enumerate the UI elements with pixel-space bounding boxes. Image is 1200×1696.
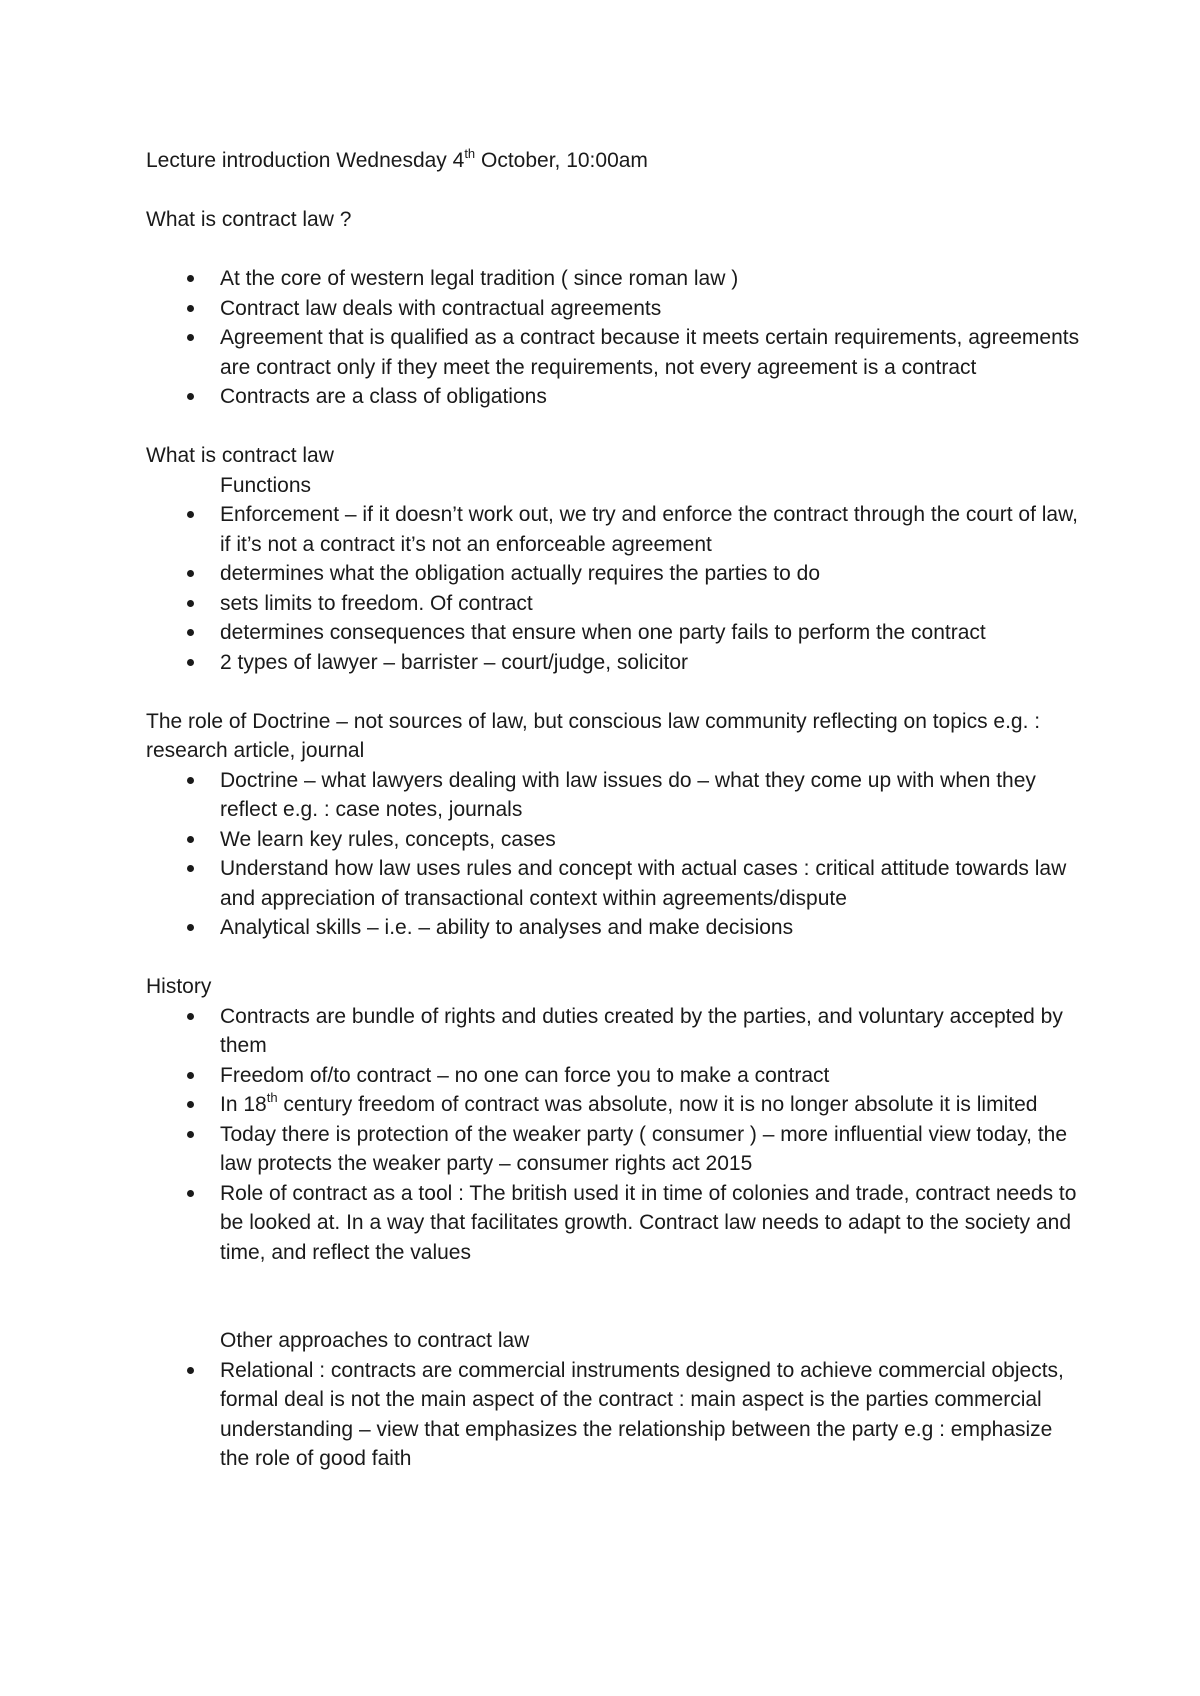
lecture-title [146, 146, 1086, 176]
bullet-list [146, 1356, 1086, 1474]
section-heading: History [146, 975, 212, 998]
list-item: Today there is protection of the weaker party ( consumer ) – more influential view today, the law protects the weaker party – consumer rights act 2015 [146, 1120, 1086, 1179]
list-item: Enforcement – if it doesn’t work out, we try and enforce the contract through the court of law, if it’s not a contract it’s not an enforceable agreement [146, 500, 1086, 559]
section-heading: The role of Doctrine – not sources of law, but conscious law community reflecting on topics e.g. : research article, journal [146, 709, 1041, 762]
list-item: 2 types of lawyer – barrister – court/judge, solicitor [146, 648, 1086, 678]
list-item: determines consequences that ensure when one party fails to perform the contract [146, 618, 1086, 648]
list-item: Contract law deals with contractual agreements [146, 294, 1086, 324]
spacer [146, 1267, 1086, 1326]
title-superscript: th [464, 146, 476, 161]
document-body [146, 146, 1086, 1474]
section-subheading: Other approaches to contract law [220, 1329, 530, 1352]
list-item: Relational : contracts are commercial instruments designed to achieve commercial objects, formal deal is not the main aspect of the contract : main aspect is the parties commercial understanding – view that emphasizes the relationship between the party e.g : emphasize the role of good faith [146, 1356, 1086, 1474]
list-item [146, 1090, 1086, 1120]
list-item: We learn key rules, concepts, cases [146, 825, 1086, 855]
title-text: Lecture introduction Wednesday 4 [146, 149, 465, 172]
list-item: Contracts are a class of obligations [146, 382, 1086, 412]
bullet-list [146, 264, 1086, 412]
spacer [146, 943, 1086, 973]
section-subheading: Functions [220, 473, 312, 497]
list-item: Freedom of/to contract – no one can force you to make a contract [146, 1061, 1086, 1091]
list-item-text: In 18 [220, 1093, 267, 1116]
list-item-superscript: th [266, 1090, 278, 1105]
list-item: Understand how law uses rules and concept with actual cases : critical attitude towards law and appreciation of transactional context within agreements/dispute [146, 854, 1086, 913]
bullet-list [146, 1002, 1086, 1268]
list-item: determines what the obligation actually requires the parties to do [146, 559, 1086, 589]
spacer [146, 176, 1086, 206]
list-item: At the core of western legal tradition ( since roman law ) [146, 264, 1086, 294]
list-item: Agreement that is qualified as a contract because it meets certain requirements, agreements are contract only if they meet the requirements, not every agreement is a contract [146, 323, 1086, 382]
spacer [146, 677, 1086, 707]
bullet-list [146, 500, 1086, 677]
list-item: Analytical skills – i.e. – ability to analyses and make decisions [146, 913, 1086, 943]
list-item: sets limits to freedom. Of contract [146, 589, 1086, 619]
list-item-text-end: century freedom of contract was absolute, now it is no longer absolute it is limited [277, 1093, 1038, 1116]
spacer [146, 235, 1086, 265]
section-heading: What is contract law ? [146, 208, 352, 231]
spacer [146, 412, 1086, 442]
title-text-end: October, 10:00am [475, 149, 648, 172]
list-item: Doctrine – what lawyers dealing with law issues do – what they come up with when they reflect e.g. : case notes, journals [146, 766, 1086, 825]
list-item: Role of contract as a tool : The british used it in time of colonies and trade, contract needs to be looked at. In a way that facilitates growth. Contract law needs to adapt to the society and time, and reflect the values [146, 1179, 1086, 1268]
list-item: Contracts are bundle of rights and duties created by the parties, and voluntary accepted by them [146, 1002, 1086, 1061]
section-heading: What is contract law [146, 444, 334, 467]
bullet-list [146, 766, 1086, 943]
